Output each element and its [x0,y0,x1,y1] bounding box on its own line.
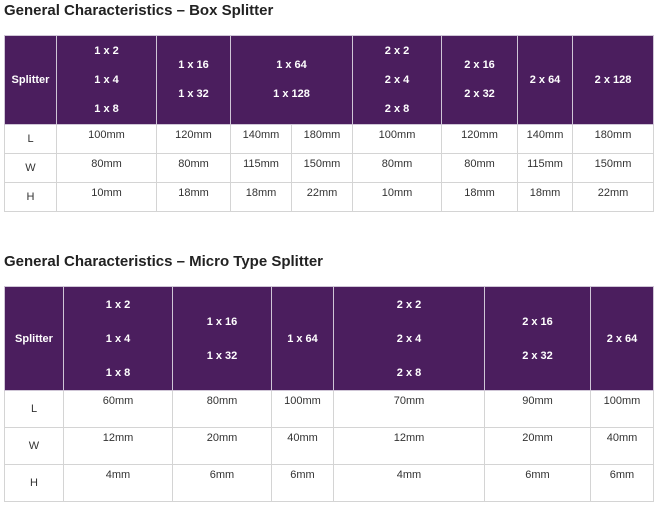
header-label: 2 x 8 [396,366,422,379]
header-label: 2 x 8 [384,102,410,115]
table-cell: 20mm [485,428,591,465]
header-label: 1 x 4 [94,73,119,86]
table-cell: 4mm [64,465,173,502]
table-row [5,125,654,154]
table-cell: 60mm [64,391,173,428]
table-cell: 4mm [334,465,485,502]
table-cell: 80mm [157,154,231,183]
table-header-row [5,36,654,125]
table-cell: 150mm [573,154,654,183]
header-1x16-1x32 [157,36,231,125]
header-label: 1 x 32 [178,88,209,100]
header-label: 1 x 64 [276,59,307,71]
header-label: 1 x 8 [94,102,119,115]
header-label: 1 x 16 [206,315,238,328]
table-cell: 6mm [485,465,591,502]
header-label: 2 x 32 [522,349,553,362]
box-splitter-table [4,35,654,212]
table-cell: 20mm [173,428,272,465]
table-cell: 115mm [231,154,292,183]
table-cell: 100mm [591,391,654,428]
table-cell: 100mm [57,125,157,154]
row-label: H [5,465,64,502]
header-2x128: 2 x 128 [573,36,654,125]
header-corner: Splitter [5,287,64,391]
header-label: 1 x 8 [105,366,131,379]
table-cell: 10mm [353,183,442,212]
header-1x64: 1 x 64 [272,287,334,391]
row-label: W [5,428,64,465]
header-2x16-2x32 [485,287,591,391]
table-cell: 80mm [57,154,157,183]
header-1x2-1x8 [64,287,173,391]
table-header-row [5,287,654,391]
header-label: 1 x 32 [206,349,238,362]
table-cell: 100mm [272,391,334,428]
header-label: 1 x 4 [105,332,131,345]
table-cell: 120mm [442,125,518,154]
header-1x64-1x128 [231,36,353,125]
micro-splitter-table [4,286,654,502]
table-cell: 18mm [157,183,231,212]
table-cell: 6mm [173,465,272,502]
header-label: 2 x 4 [396,332,422,345]
table-cell: 115mm [518,154,573,183]
header-1x16-1x32 [173,287,272,391]
table-cell: 22mm [292,183,353,212]
row-label: W [5,154,57,183]
table-cell: 150mm [292,154,353,183]
table-cell: 180mm [292,125,353,154]
table-cell: 18mm [442,183,518,212]
table-cell: 6mm [272,465,334,502]
header-label: 1 x 2 [94,44,119,57]
header-label: 1 x 128 [273,88,310,100]
table-cell: 12mm [64,428,173,465]
box-splitter-title: General Characteristics – Box Splitter [4,2,274,19]
header-label: 1 x 2 [105,298,131,311]
header-label: 2 x 16 [522,315,553,328]
header-label: 2 x 4 [384,73,410,86]
table-row [5,428,654,465]
table-cell: 18mm [518,183,573,212]
header-2x2-2x8 [334,287,485,391]
header-label: 2 x 2 [384,44,410,57]
micro-splitter-title: General Characteristics – Micro Type Splitter [4,253,324,270]
row-label: L [5,391,64,428]
table-cell: 18mm [231,183,292,212]
table-cell: 10mm [57,183,157,212]
table-cell: 70mm [334,391,485,428]
row-label: L [5,125,57,154]
table-cell: 80mm [442,154,518,183]
table-cell: 140mm [231,125,292,154]
header-label: 1 x 16 [178,59,209,71]
header-1x2-1x8 [57,36,157,125]
header-corner: Splitter [5,36,57,125]
header-label: 2 x 2 [396,298,422,311]
table-cell: 140mm [518,125,573,154]
table-cell: 180mm [573,125,654,154]
table-cell: 80mm [173,391,272,428]
table-cell: 12mm [334,428,485,465]
table-row [5,465,654,502]
table-cell: 6mm [591,465,654,502]
header-2x64: 2 x 64 [591,287,654,391]
header-label: 2 x 16 [464,59,495,71]
header-2x64: 2 x 64 [518,36,573,125]
row-label: H [5,183,57,212]
table-cell: 100mm [353,125,442,154]
table-cell: 120mm [157,125,231,154]
table-row [5,183,654,212]
table-cell: 80mm [353,154,442,183]
table-cell: 40mm [272,428,334,465]
table-cell: 22mm [573,183,654,212]
header-label: 2 x 32 [464,88,495,100]
header-2x16-2x32 [442,36,518,125]
table-cell: 40mm [591,428,654,465]
table-row [5,154,654,183]
header-2x2-2x8 [353,36,442,125]
table-cell: 90mm [485,391,591,428]
table-row [5,391,654,428]
